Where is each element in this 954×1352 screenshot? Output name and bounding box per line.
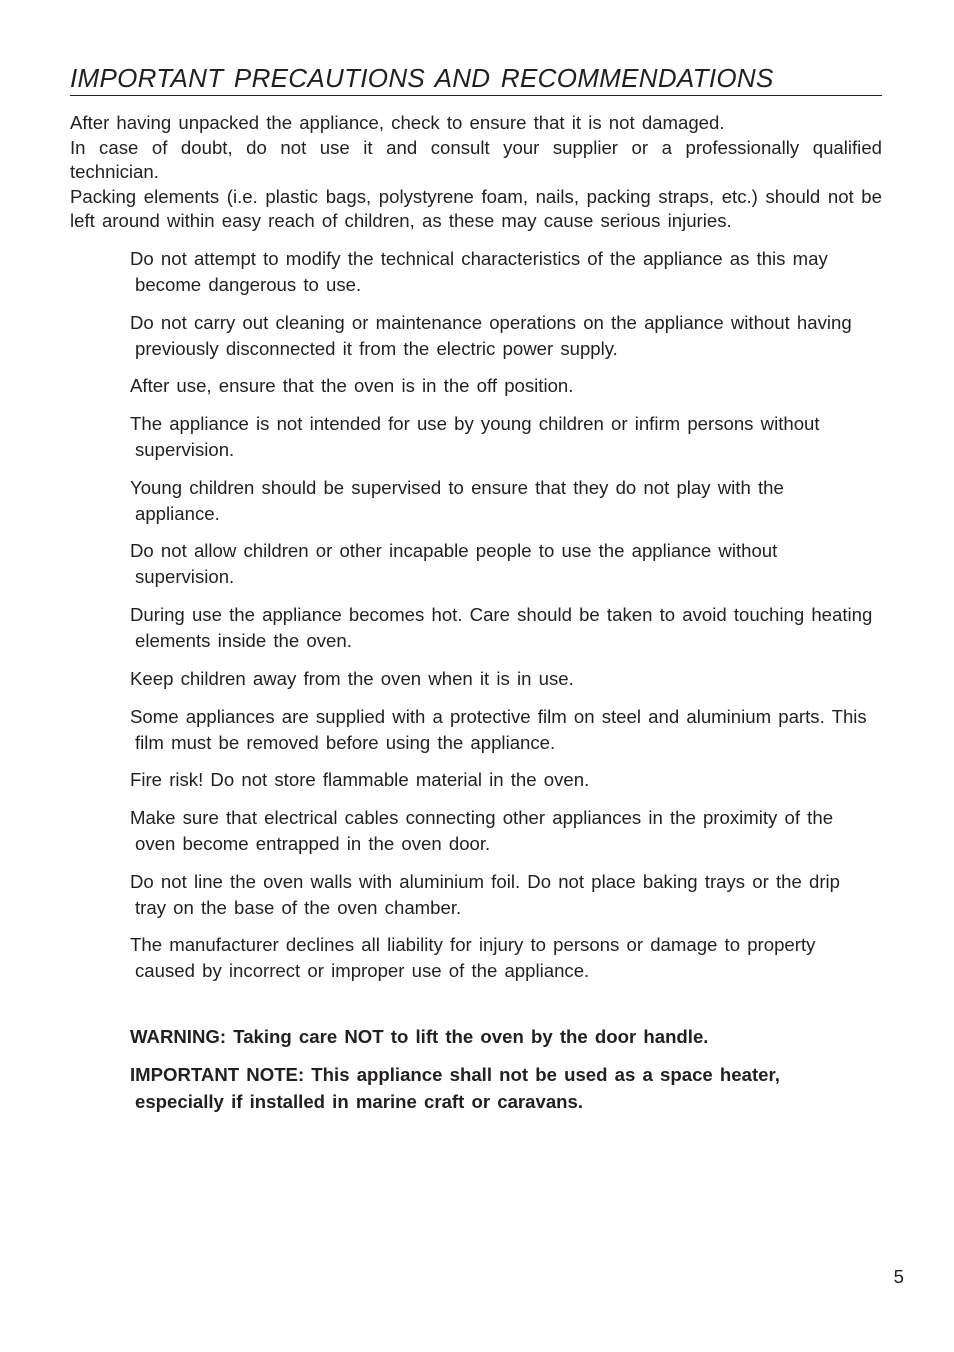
- precaution-item: Young children should be supervised to ensure that they do not play with the appliance.: [130, 476, 784, 524]
- precaution-item: Do not carry out cleaning or maintenance operations on the appliance without having previously disconnected it from the electric power supply.: [130, 311, 852, 359]
- precaution-item: The appliance is not intended for use by young children or infirm persons without supervision.: [130, 413, 820, 461]
- intro-paragraph: Packing elements (i.e. plastic bags, polystyrene foam, nails, packing straps, etc.) should not be left around within easy reach of children, as these may cause serious injuries.: [70, 185, 882, 231]
- precaution-item: After use, ensure that the oven is in the off position.: [130, 375, 574, 397]
- precaution-item: Keep children away from the oven when it is in use.: [130, 667, 574, 689]
- precautions-list: [130, 246, 875, 996]
- intro-paragraph: In case of doubt, do not use it and consult your supplier or a professionally qualified technician.: [70, 136, 882, 182]
- important-note: IMPORTANT NOTE: This appliance shall not be used as a space heater, especially if installed in marine craft or caravans.: [130, 1064, 780, 1112]
- page-title: IMPORTANT PRECAUTIONS AND RECOMMENDATIONS: [70, 62, 882, 96]
- precaution-item: During use the appliance becomes hot. Care should be taken to avoid touching heating elements inside the oven.: [130, 604, 873, 652]
- precaution-item: Do not attempt to modify the technical characteristics of the appliance as this may become dangerous to use.: [130, 248, 828, 295]
- warning-note: WARNING: Taking care NOT to lift the oven by the door handle.: [130, 1026, 709, 1047]
- intro-paragraph: After having unpacked the appliance, check to ensure that it is not damaged.: [70, 112, 725, 133]
- notes-section: [130, 1023, 875, 1126]
- precaution-item: The manufacturer declines all liability for injury to persons or damage to property caused by incorrect or improper use of the appliance.: [130, 934, 816, 982]
- precaution-item: Do not line the oven walls with aluminium foil. Do not place baking trays or the drip tray on the base of the oven chamber.: [130, 870, 840, 918]
- precaution-item: Some appliances are supplied with a protective film on steel and aluminium parts. This film must be removed before using the appliance.: [130, 705, 867, 753]
- intro-section: [70, 111, 882, 234]
- precaution-item: Do not allow children or other incapable people to use the appliance without supervision.: [130, 540, 778, 588]
- precaution-item: Fire risk! Do not store flammable material in the oven.: [130, 769, 590, 791]
- precaution-item: Make sure that electrical cables connecting other appliances in the proximity of the oven become entrapped in the oven door.: [130, 806, 834, 854]
- page-number: 5: [893, 1266, 904, 1287]
